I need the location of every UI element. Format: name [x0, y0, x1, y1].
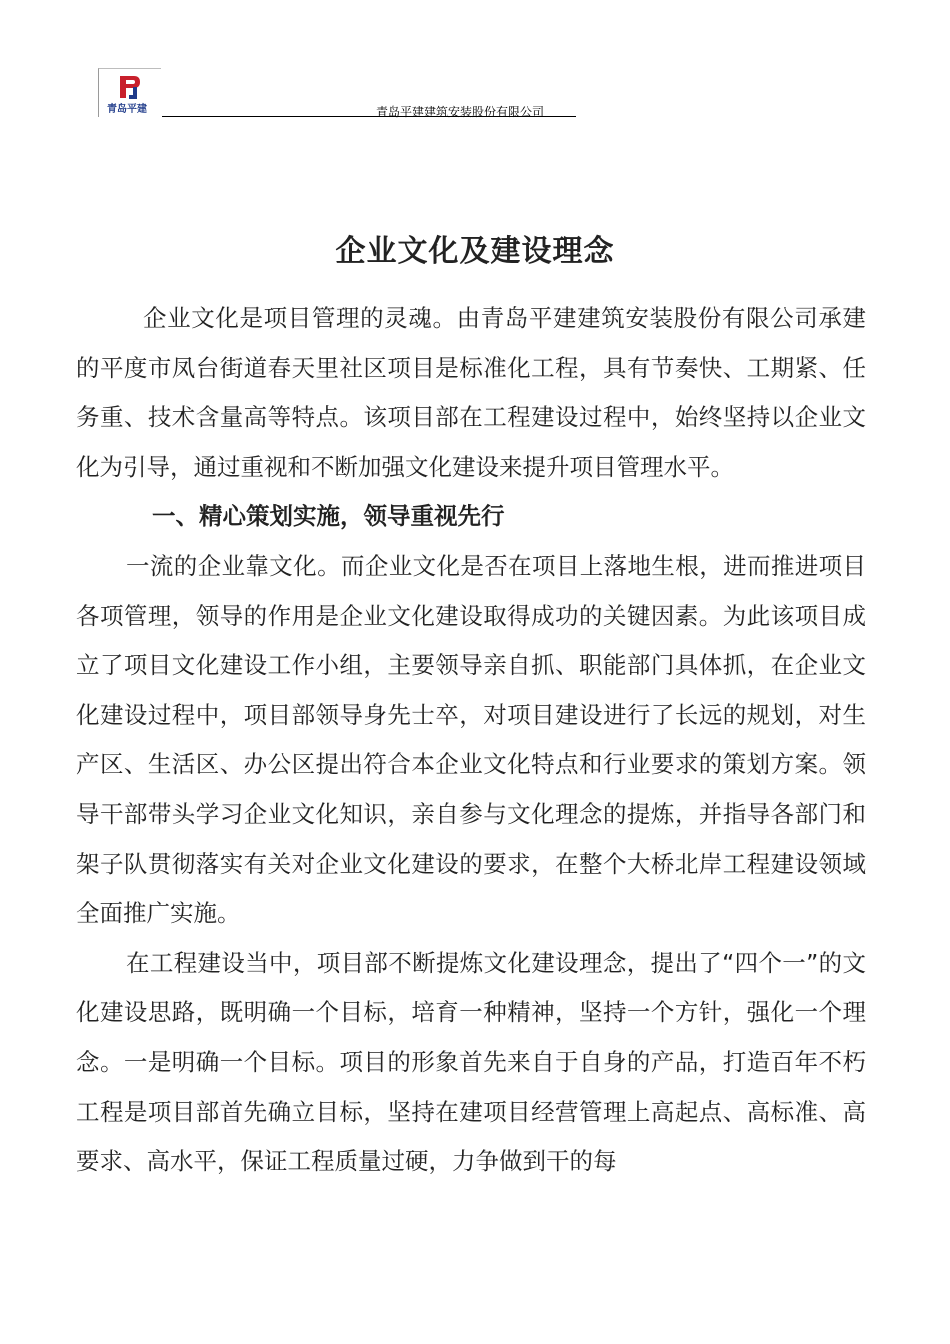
paragraph-section-1: 一流的企业靠文化。而企业文化是否在项目上落地生根，进而推进项目各项管理，领导的作用是企业文化建设取得成功的关键因素。为此该项目成立了项目文化建设工作小组，主要领导亲自抓、职能部门具体抓，在企业文化建设过程中，项目部领导身先士卒，对项目建设进行了长远的规划，对生产区、生活区、办公区提出符合本企业文化特点和行业要求的策划方案。领导干部带头学习企业文化知识，亲自参与文化理念的提炼，并指导各部门和架子队贯彻落实有关对企业文化建设的要求，在整个大桥北岸工程建设领域全面推广实施。 [76, 551, 866, 928]
document-title: 企业文化及建设理念 [335, 234, 615, 269]
header-company-name: 青岛平建建筑安装股份有限公司 [376, 105, 545, 119]
paragraph-intro: 企业文化是项目管理的灵魂。由青岛平建建筑安装股份有限公司承建的平度市凤台街道春天里社区项目是标准化工程，具有节奏快、工期紧、任务重、技术含量高等特点。该项目部在工程建设过程中，始终坚持以企业文化为引导，通过重视和不断加强文化建设来提升项目管理水平。 [76, 304, 866, 481]
logo-text: 青岛平建 [107, 104, 147, 115]
paragraph-four-ones: 在工程建设当中，项目部不断提炼文化建设理念，提出了“四个一”的文化建设思路，既明确一个目标，培育一种精神，坚持一个方针，强化一个理念。一是明确一个目标。项目的形象首先来自于自身的产品，打造百年不朽工程是项目部首先确立目标，坚持在建项目经营管理上高起点、高标准、高要求、高水平，保证工程质量过硬，力争做到干的每 [76, 948, 866, 1176]
logo-icon [117, 73, 145, 101]
document-body [76, 294, 866, 1187]
company-logo [98, 68, 161, 117]
section-heading-1: 一、精心策划实施，领导重视先行 [152, 502, 505, 531]
page-header [96, 68, 596, 120]
